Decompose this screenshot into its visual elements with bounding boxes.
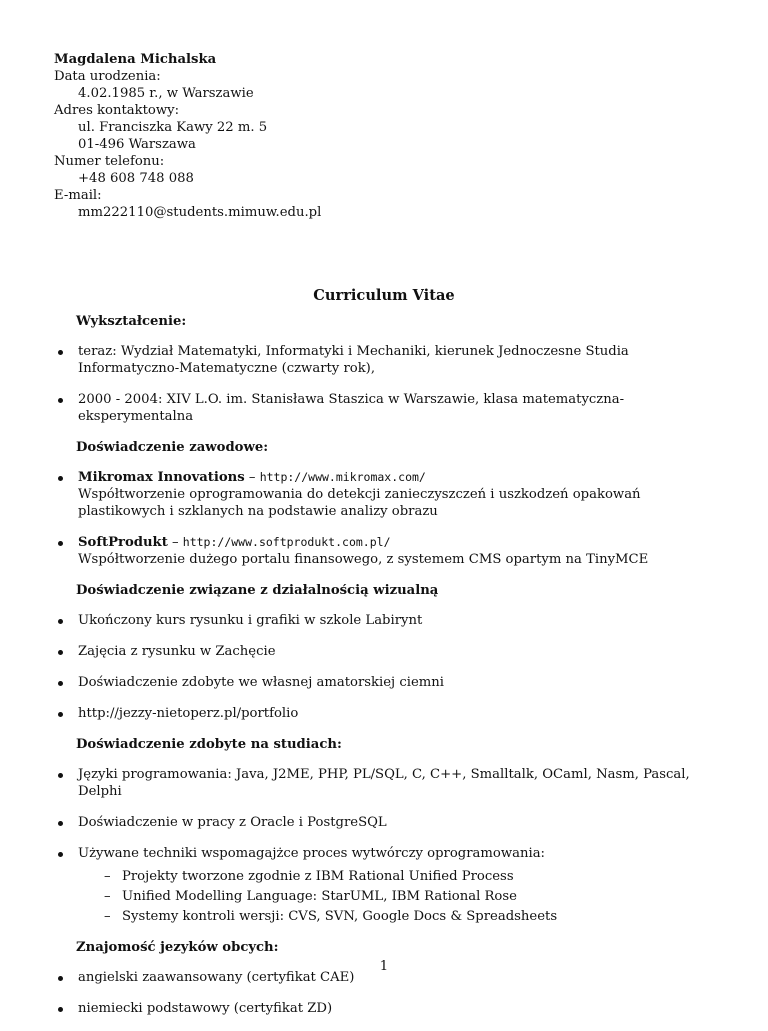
- list-item: Zajęcia z rysunku w Zachęcie: [54, 643, 714, 660]
- job-description: Współtworzenie oprogramowania do detekcji zanieczyszczeń i uszkodzeń opakowań plastikowych i szklanych na podstawie analizy obrazu: [78, 487, 641, 519]
- section-title: Doświadczenie związane z działalnością wizualną: [76, 583, 439, 598]
- list-item: niemiecki podstawowy (certyfikat ZD): [54, 1000, 714, 1017]
- studies-section: [54, 736, 714, 925]
- separator: –: [167, 535, 183, 550]
- address-line-2: 01-496 Warszawa: [78, 137, 196, 152]
- birth-value: 4.02.1985 r., w Warszawie: [78, 86, 254, 101]
- cv-body: [54, 313, 714, 1031]
- experience-section: [54, 439, 714, 568]
- phone-value: +48 608 748 088: [78, 171, 194, 186]
- company-url[interactable]: http://www.softprodukt.com.pl/: [182, 535, 391, 549]
- page-number: 1: [379, 959, 389, 974]
- section-title: Doświadczenie zdobyte na studiach:: [76, 737, 342, 752]
- list-item: Doświadczenie w pracy z Oracle i PostgreSQL: [54, 814, 714, 831]
- section-title: Wykształcenie:: [76, 314, 187, 329]
- separator: –: [244, 470, 260, 485]
- company-name: Mikromax Innovations: [78, 470, 245, 485]
- phone-label: Numer telefonu:: [54, 154, 165, 169]
- birth-label: Data urodzenia:: [54, 69, 161, 84]
- education-section: [54, 313, 714, 425]
- section-title: Doświadczenie zawodowe:: [76, 440, 269, 455]
- job-description: Współtworzenie dużego portalu finansowego, z systemem CMS opartym na TinyMCE: [78, 552, 649, 567]
- job-item: [54, 469, 714, 520]
- company-name: SoftProdukt: [78, 535, 168, 550]
- person-name: Magdalena Michalska: [54, 52, 217, 67]
- address-label: Adres kontaktowy:: [54, 103, 180, 118]
- company-url[interactable]: http://www.mikromax.com/: [259, 470, 426, 484]
- list-item: Ukończony kurs rysunku i grafiki w szkole Labirynt: [54, 612, 714, 629]
- sub-list-item: – Systemy kontroli wersji: CVS, SVN, Google Docs & Spreadsheets: [78, 908, 714, 925]
- languages-section: [54, 939, 714, 1017]
- contact-block: [54, 51, 321, 221]
- address-line-1: ul. Franciszka Kawy 22 m. 5: [78, 120, 268, 135]
- list-item: angielski zaawansowany (certyfikat CAE): [54, 969, 714, 986]
- list-item: teraz: Wydział Matematyki, Informatyki i Mechaniki, kierunek Jednoczesne Studia Informatyczno-Matematyczne (czwarty rok),: [54, 343, 714, 377]
- portfolio-link[interactable]: http://jezzy-nietoperz.pl/portfolio: [54, 705, 714, 722]
- list-item: Języki programowania: Java, J2ME, PHP, PL/SQL, C, C++, Smalltalk, OCaml, Nasm, Pascal, Delphi: [54, 766, 714, 800]
- email-label: E-mail:: [54, 188, 102, 203]
- list-item: 2000 - 2004: XIV L.O. im. Stanisława Staszica w Warszawie, klasa matematyczna-eksperymentalna: [54, 391, 714, 425]
- list-item: [54, 845, 714, 925]
- visual-section: [54, 582, 714, 722]
- sub-list-item: – Projekty tworzone zgodnie z IBM Rational Unified Process: [78, 868, 714, 885]
- sub-list-item: – Unified Modelling Language: StarUML, IBM Rational Rose: [78, 888, 714, 905]
- job-item: [54, 534, 714, 568]
- document-title: Curriculum Vitae: [313, 287, 455, 304]
- section-title: Znajomość jezyków obcych:: [76, 940, 279, 955]
- email-value: mm222110@students.mimuw.edu.pl: [78, 205, 322, 220]
- list-item-text: Używane techniki wspomagajżce proces wytwórczy oprogramowania:: [78, 846, 545, 861]
- list-item: Doświadczenie zdobyte we własnej amatorskiej ciemni: [54, 674, 714, 691]
